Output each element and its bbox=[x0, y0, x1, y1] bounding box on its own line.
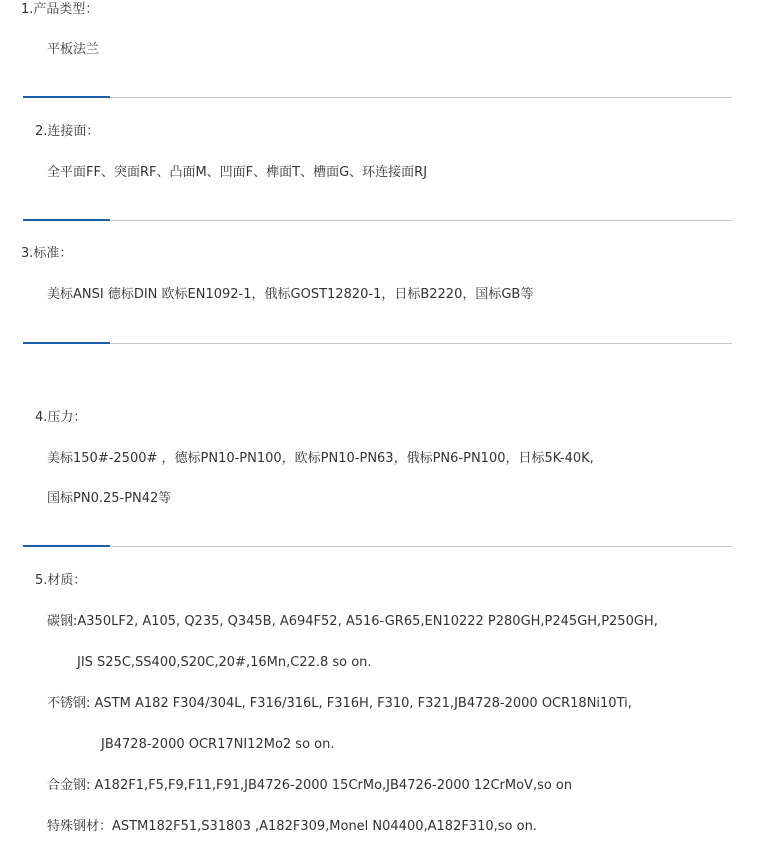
divider-accent bbox=[23, 219, 110, 221]
section-2-divider bbox=[23, 220, 732, 221]
section-4-divider bbox=[23, 546, 732, 547]
divider-accent bbox=[23, 342, 110, 344]
divider-accent bbox=[23, 545, 110, 547]
material-stainless-steel-line-2: JB4728-2000 OCR17NI12Mo2 so on. bbox=[101, 737, 335, 752]
material-carbon-steel-line-2: JIS S25C,SS400,S20C,20#,16Mn,C22.8 so on. bbox=[77, 655, 372, 670]
material-alloy-steel: 合金钢: A182F1,F5,F9,F11,F91,JB4726-2000 15CrMo,JB4726-2000 12CrMoV,so on bbox=[47, 778, 573, 793]
material-special-steel: 特殊钢材：ASTM182F51,S31803 ,A182F309,Monel N04400,A182F310,so on. bbox=[47, 819, 537, 834]
material-stainless-steel-line-1: 不锈钢: ASTM A182 F304/304L, F316/316L, F316H, F310, F321,JB4728-2000 OCR18Ni10Ti, bbox=[47, 696, 632, 711]
section-4-title: 4.压力： bbox=[35, 410, 87, 425]
section-1-title: 1.产品类型： bbox=[21, 2, 99, 17]
section-4-text-line-2: 国标PN0.25-PN42等 bbox=[47, 491, 172, 506]
section-3-text: 美标ANSI 德标DIN 欧标EN1092-1，俄标GOST12820-1，日标B2220，国标GB等 bbox=[47, 287, 534, 302]
section-5-title: 5.材质： bbox=[35, 573, 87, 588]
section-1-divider bbox=[23, 97, 732, 98]
material-carbon-steel-line-1: 碳钢:A350LF2, A105, Q235, Q345B, A694F52, A516-GR65,EN10222 P280GH,P245GH,P250GH, bbox=[47, 614, 658, 629]
section-2-title: 2.连接面： bbox=[35, 124, 100, 139]
section-3-title: 3.标准： bbox=[21, 246, 73, 261]
section-2-text: 全平面FF、突面RF、凸面M、凹面F、榫面T、槽面G、环连接面RJ bbox=[47, 165, 428, 180]
divider-accent bbox=[23, 96, 110, 98]
section-1-text: 平板法兰 bbox=[47, 42, 100, 57]
section-4-text-line-1: 美标150#-2500# ，德标PN10-PN100，欧标PN10-PN63，俄标PN6-PN100，日标5K-40K, bbox=[47, 451, 594, 466]
section-3-divider bbox=[23, 343, 732, 344]
